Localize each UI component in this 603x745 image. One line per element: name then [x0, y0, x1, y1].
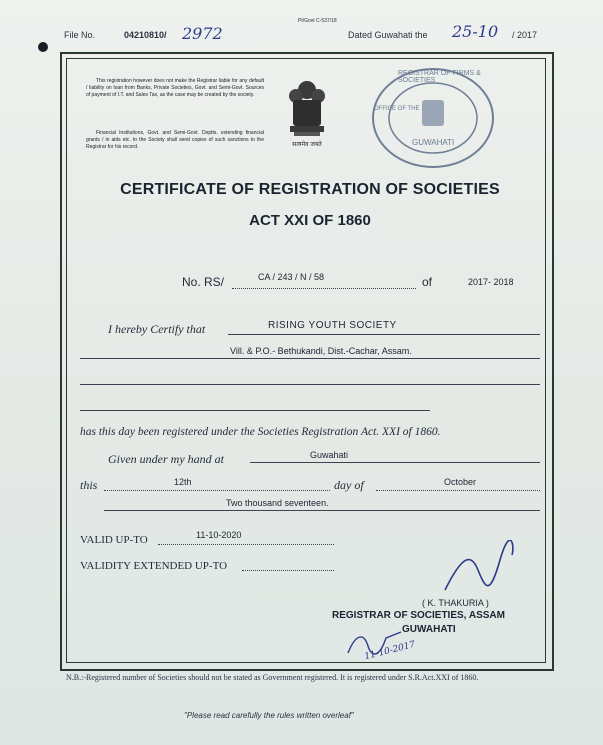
- reg-of-label: of: [422, 275, 433, 289]
- dated-year: / 2017: [512, 30, 538, 40]
- initials-mark: [346, 628, 406, 658]
- registrar-signature: [440, 540, 520, 600]
- liability-note: This registration however does not make the Registrar liable for any default / liability on loan from Banks, Private Societies, Govt. and Semi-Govt. Sources of payment of I.T. and Sales Tax, as the case may be created by the society.: [86, 78, 264, 98]
- registered-statement: has this day been registered under the Societies Registration Act. XXI of 1860.: [80, 426, 441, 438]
- day-line: [104, 490, 330, 491]
- nb-note: N.B.:-Registered number of Societies should not be stated as Government registered. It is registered under S.R.Act.XXI of 1860.: [66, 673, 479, 682]
- given-month: October: [444, 477, 477, 487]
- rules-note: "Please read carefully the rules written overleaf": [184, 711, 354, 720]
- valid-up-to-label: VALID UP-TO: [80, 534, 148, 546]
- reg-year: 2017- 2018: [468, 277, 514, 287]
- given-year-words: Two thousand seventeen.: [226, 498, 329, 508]
- society-name-line: [228, 334, 540, 335]
- valid-date: 11-10-2020: [196, 530, 242, 540]
- given-day: 12th: [174, 477, 192, 487]
- certificate-subtitle: ACT XXI OF 1860: [249, 212, 371, 229]
- address-line: [80, 358, 540, 359]
- given-label: Given under my hand at: [108, 452, 224, 466]
- sign-date: 11-10-2017: [363, 639, 417, 663]
- society-address: Vill. & P.O.- Bethukandi, Dist.-Cachar, Assam.: [230, 346, 412, 356]
- blank-line-2: [80, 410, 430, 411]
- valid-line: [158, 544, 334, 545]
- financial-note: Financial Institutions, Govt. and Semi-Govt. Deptts. extending financial grants / in aids etc. to the Society shall send copies of such sanctions to the Registrar for his record.: [86, 130, 264, 150]
- day-of-label: day of: [334, 478, 364, 492]
- society-name: RISING YOUTH SOCIETY: [268, 320, 397, 331]
- file-no-printed: 04210810/: [124, 30, 167, 40]
- file-no-label: File No.: [64, 30, 96, 40]
- month-line: [376, 490, 540, 491]
- registrar-seal-icon: [370, 66, 496, 170]
- registrar-place: GUWAHATI: [402, 624, 456, 635]
- reg-no-line: [232, 288, 416, 289]
- dated-label: Dated Guwahati the: [348, 30, 428, 40]
- reg-no-value: CA / 243 / N / 58: [258, 272, 325, 282]
- national-emblem-icon: [282, 74, 332, 154]
- seal-left-text: OFFICE OF THE: [374, 106, 420, 112]
- place-line: [250, 462, 540, 463]
- year-line: [104, 510, 540, 511]
- file-no-handwritten: 2972: [182, 24, 223, 43]
- this-label: this: [80, 478, 98, 492]
- reg-no-label: No. RS/: [182, 275, 225, 289]
- seal-center-text: GUWAHATI: [412, 138, 455, 147]
- emblem-caption: सत्यमेव जयते: [292, 141, 322, 148]
- validity-extended-label: VALIDITY EXTENDED UP-TO: [80, 560, 228, 572]
- dated-handwritten: 25-10: [452, 22, 499, 41]
- certificate-title: CERTIFICATE OF REGISTRATION OF SOCIETIES: [120, 181, 500, 198]
- extended-line: [242, 570, 334, 571]
- registrar-title: REGISTRAR OF SOCIETIES, ASSAM: [332, 610, 505, 621]
- top-code: Pt/Govt C-537/18: [298, 18, 337, 24]
- punch-hole: [38, 42, 48, 52]
- registrar-name: ( K. THAKURIA ): [422, 598, 489, 608]
- seal-top-text: REGISTRAR OF FIRMS & SOCIETIES: [398, 70, 481, 84]
- blank-line-1: [80, 384, 540, 385]
- given-place: Guwahati: [310, 450, 349, 460]
- certify-label: I hereby Certify that: [108, 322, 206, 336]
